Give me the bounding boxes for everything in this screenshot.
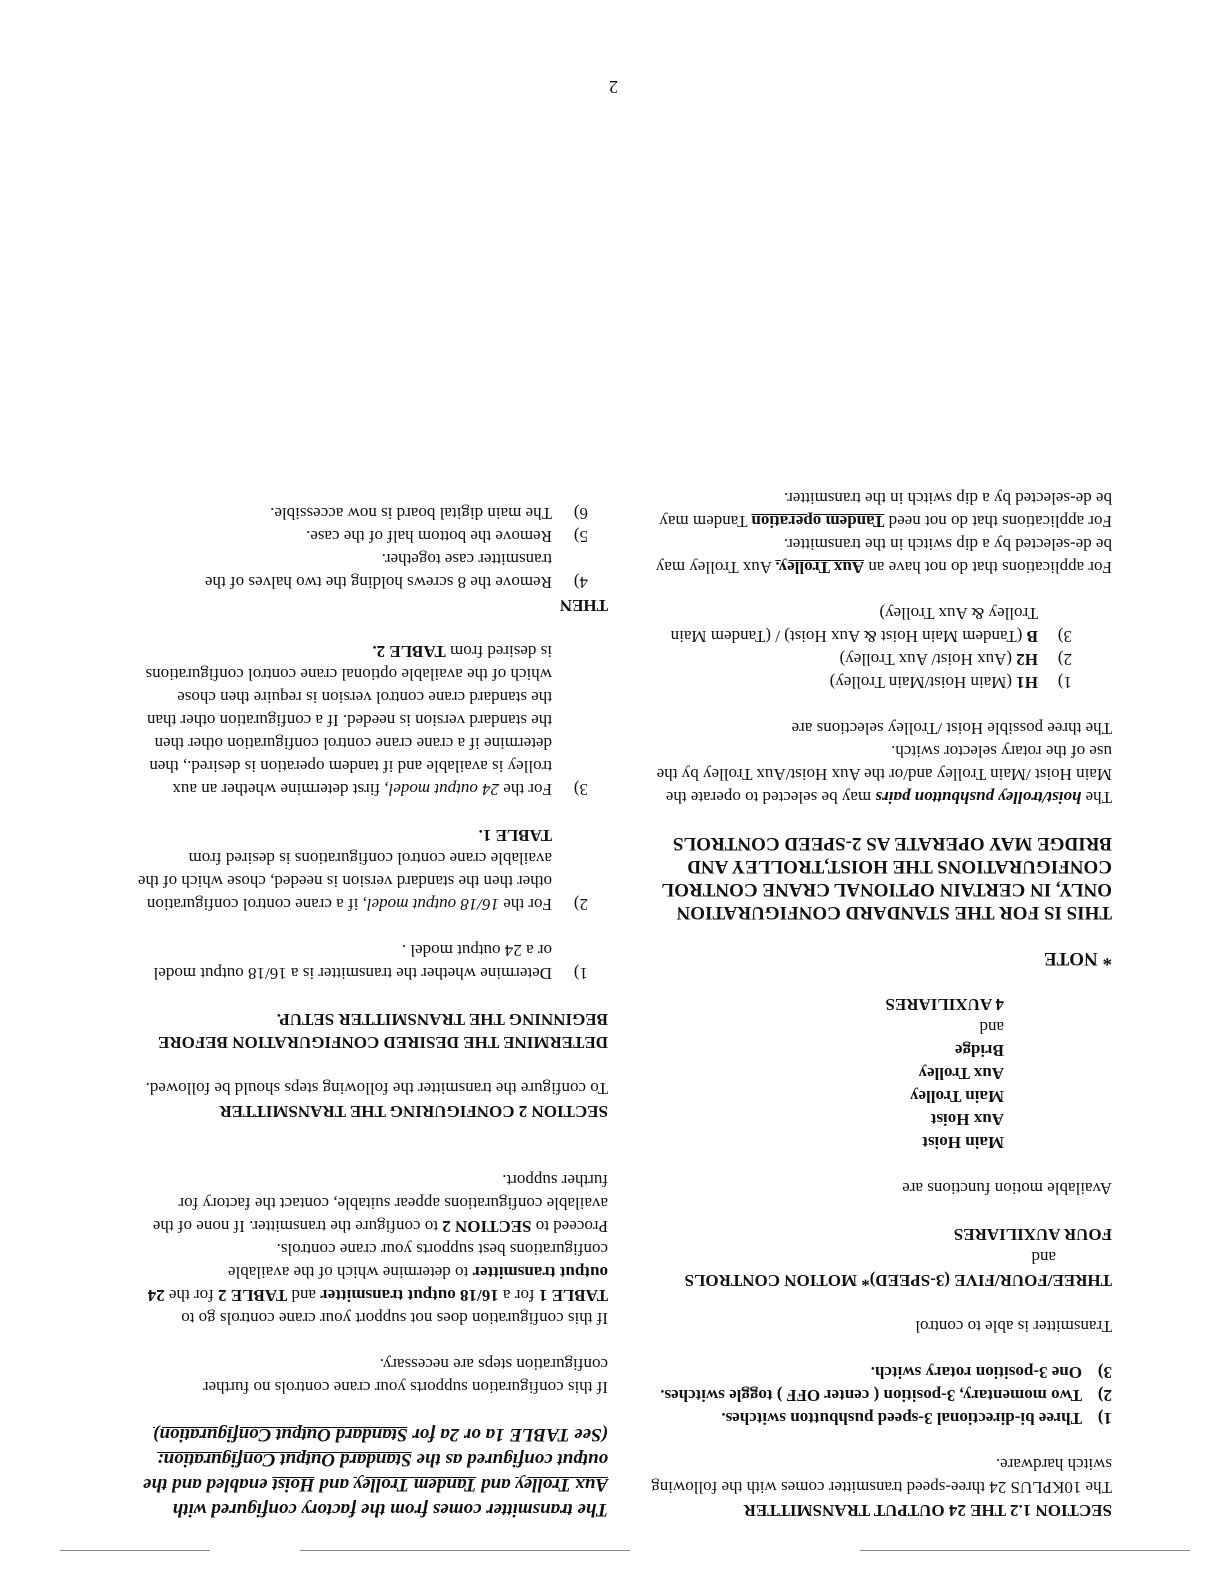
and-text: and <box>1031 1248 1056 1267</box>
page-number: 2 <box>609 77 618 97</box>
factory-config-paragraph: The transmitter comes from the factory configured with Aux Trolley and Tandem Trolley and Hoist enabled and the output configured as the Standard Output Configuration: (See TABLE 1a or 2a for Standard Output Configuration) <box>142 1424 608 1520</box>
able-to-control: Transmitter is able to control <box>915 1317 1112 1336</box>
list-item: 1) H1 (Main Hoist/Main Trolley) <box>829 673 1072 692</box>
motion-heading: THREE/FOUR/FIVE (3-SPEED)* MOTION CONTROLS <box>684 1271 1112 1290</box>
scan-artifact <box>860 1550 1190 1551</box>
section-2-heading: SECTION 2 CONFIGURING THE TRANSMITTER <box>219 1102 608 1121</box>
proceed-paragraph: Proceed to SECTION 2 to configure the transmitter. If none of the available configurations appear suitable, contact the factory for further support. <box>152 1171 608 1236</box>
pairs-paragraph: The hoist/trolley pushbutton pairs may be selected to operate the Main Hoist /Main Trolley and/or the Aux Hoist/Aux Trolley by the use of the rotary selector switch. <box>656 742 1112 807</box>
note-label: * NOTE <box>1043 948 1112 969</box>
list-item: Aux Trolley <box>918 1064 1004 1083</box>
list-item: 2) Two momentary, 3-position ( center OFF ) toggle switches. <box>660 1386 1112 1405</box>
list-item: Main Trolley <box>910 1087 1004 1106</box>
scan-artifact <box>60 1550 210 1551</box>
selection-list <box>642 602 1112 694</box>
section-1-2-intro: The 10KPLUS 24 three-speed transmitter comes with the following switch hardware. <box>651 1455 1112 1497</box>
list-item: 4) Remove the 8 screws holding the two halves of the transmitter case together. <box>204 550 588 592</box>
supports-paragraph: If this configuration supports your crane controls no further configuration steps are necessary. <box>202 1355 608 1397</box>
list-item: Aux Hoist <box>930 1110 1004 1129</box>
section-2-column <box>138 502 608 1522</box>
hardware-list <box>642 1361 1112 1430</box>
list-item: Main Hoist <box>922 1133 1004 1152</box>
section-1-2-heading: SECTION 1.2 THE 24 OUTPUT TRANSMITTER <box>743 1501 1112 1520</box>
note-text: THIS IS FOR THE STANDARD CONFIGURATION ONLY, IN CERTAIN OPTIONAL CRANE CONTROL CONFIGURATIONS THE HOIST,TROLLEY AND BRIDGE MAY OPERATE AS 2-SPEED CONTROLS <box>662 833 1112 923</box>
scan-artifact <box>300 1550 630 1551</box>
tandem-paragraph: For applications that do not need Tandem operation Tandem may be de-selected by a dip switch in the transmitter. <box>659 489 1112 531</box>
list-item: 6) The main digital board is now accessible. <box>270 504 588 523</box>
list-item: 3) B (Tandem Main Hoist & Aux Hoist) / (Tandem Main Trolley & Aux Trolley) <box>670 604 1072 646</box>
and-text: and <box>979 1018 1004 1037</box>
list-item: 2) H2 (Aux Hoist/ Aux Trolley) <box>839 650 1072 669</box>
section-2-intro: To configure the transmitter the following steps should be followed. <box>145 1079 608 1098</box>
four-aux-heading: FOUR AUXILIARES <box>953 1225 1112 1244</box>
not-supported-paragraph: If this configuration does not support your crane controls go to TABLE 1 for a 16/18 output transmitter and TABLE 2 for the 24 output transmitter to determine which of the available configurations best supports your crane controls. <box>147 1240 608 1328</box>
config-steps <box>138 640 608 985</box>
list-item: 3) One 3-position rotary switch. <box>870 1363 1112 1382</box>
list-item: 5) Remove the bottom half of the case. <box>306 527 588 546</box>
list-item: Bridge <box>954 1041 1004 1060</box>
four-aux-label: 4 AUXILIARES <box>885 995 1004 1014</box>
selections-intro: The three possible Hoist /Trolley selections are <box>791 719 1112 738</box>
then-heading: THEN <box>559 596 608 615</box>
list-item: 2) For the 16/18 output model, if a crane control configuration other then the standard version is needed, chose which of the available crane control configurations is desired from TABLE 1. <box>137 826 588 914</box>
list-item: 3) For the 24 output model, first determine whether an aux trolley is available and if tandem operation is desired., then determine if a crane crane control configuration other then the standard version is needed. If a configuration other than the standard crane control version is require then chose which of the available optional crane control configurations is desired from TABLE 2. <box>145 642 588 799</box>
disassembly-steps <box>138 502 608 594</box>
motion-list <box>642 993 1112 1154</box>
available-motions-label: Available motion functions are <box>902 1179 1112 1198</box>
section-1-2-column <box>642 487 1112 1522</box>
determine-heading: DETERMINE THE DESIRED CONFIGURATION BEFORE BEGINNING THE TRANSMITTER SETUP. <box>158 1010 608 1052</box>
aux-trolley-paragraph: For applications that do not have an Aux Trolley. Aux Trolley may be de-selected by a dip switch in the transmitter. <box>655 535 1112 577</box>
list-item: 1) Three bi-directional 3-speed pushbutton switches. <box>721 1409 1112 1428</box>
list-item: 1) Determine whether the transmitter is a 16/18 output model or a 24 output model . <box>153 941 588 983</box>
